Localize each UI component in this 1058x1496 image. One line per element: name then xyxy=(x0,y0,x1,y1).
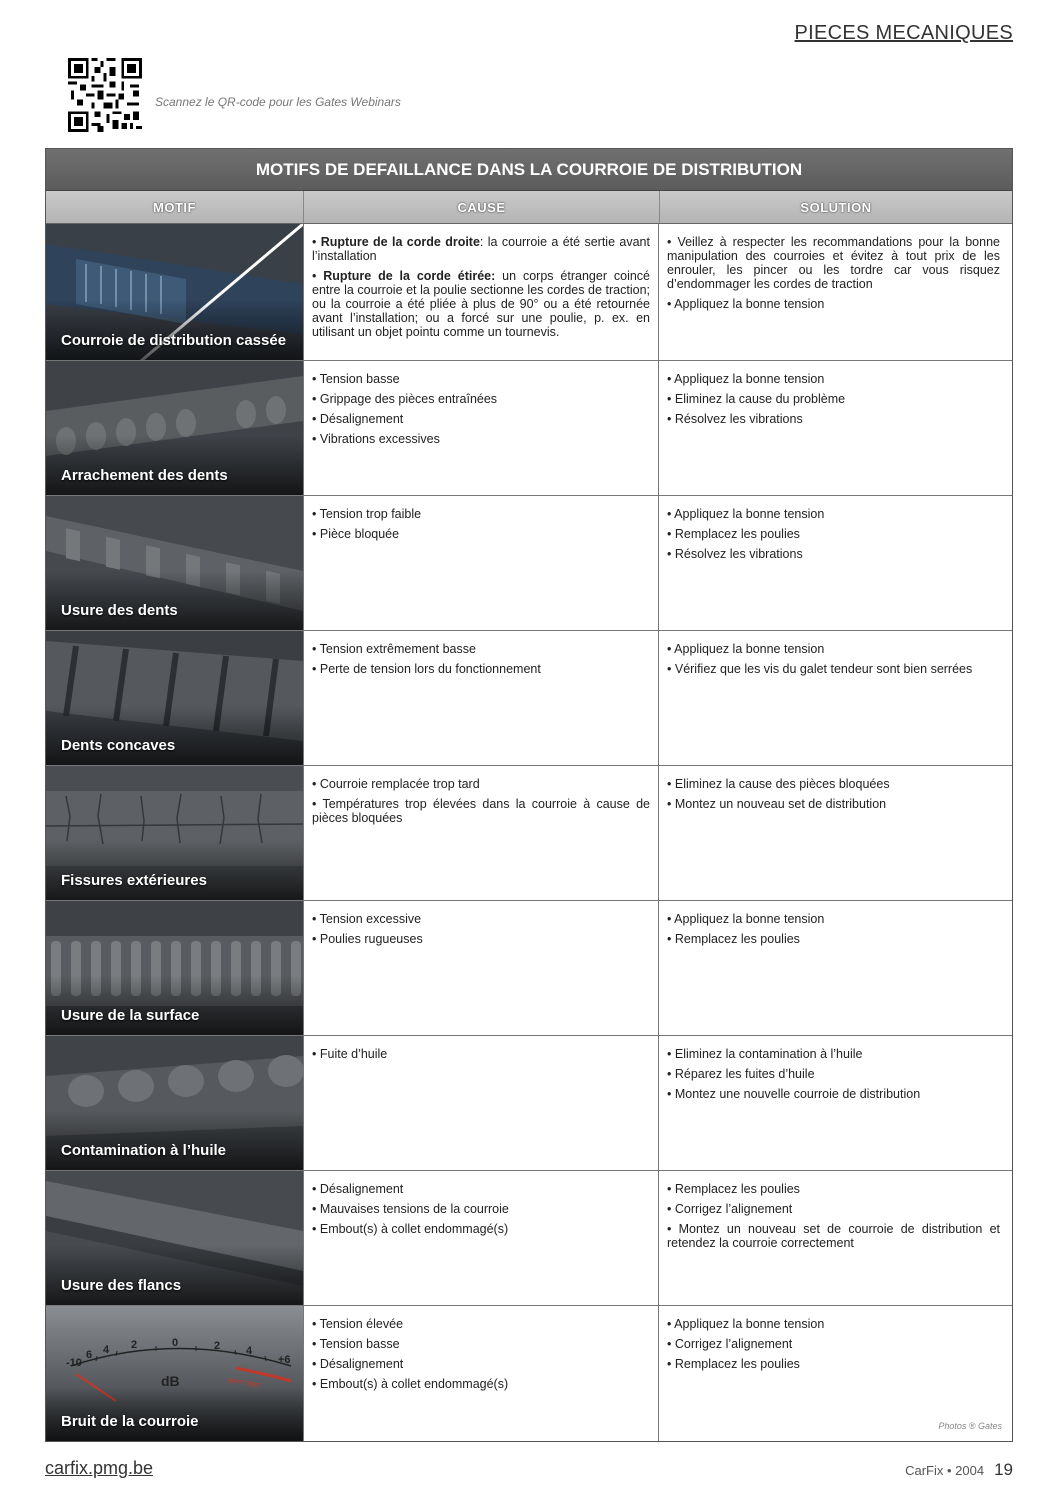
motif-label: Fissures extérieures xyxy=(61,872,207,889)
table-row xyxy=(46,631,1012,766)
cause-item: • Embout(s) à collet endommagé(s) xyxy=(312,1222,509,1236)
cause-item: • Tension élevée xyxy=(312,1317,404,1331)
cause-item: • Rupture de la corde étirée: un corps étranger coincé entre la courroie et la poulie sectionne les cordes de traction; ou la courroie a été pliée à plus de 90° ou a été retournée avant l’installation; ou a forcé sur une poulie, p. ex. en utilisant un objet pointu comme un tournevis. xyxy=(312,269,650,339)
solution-item: • Résolvez les vibrations xyxy=(667,412,803,426)
solution-cell xyxy=(659,1306,1012,1441)
column-header-solution: SOLUTION xyxy=(800,199,872,215)
cause-item: • Désalignement xyxy=(312,1182,404,1196)
solution-item: • Montez un nouveau set de courroie de distribution et retendez la courroie correctement xyxy=(667,1222,1001,1250)
solution-item: • Appliquez la bonne tension xyxy=(667,1317,825,1331)
cause-item: • Grippage des pièces entraînées xyxy=(312,392,498,406)
solution-item: • Appliquez la bonne tension xyxy=(667,372,825,386)
photo-credit: Photos ® Gates xyxy=(938,1421,1002,1431)
motif-label: Bruit de la courroie xyxy=(61,1413,199,1430)
table-row xyxy=(46,361,1012,496)
solution-cell xyxy=(659,1171,1012,1305)
cause-cell xyxy=(304,631,659,765)
table-row xyxy=(46,1306,1012,1441)
cause-cell xyxy=(304,1306,659,1441)
table-title: MOTIFS DE DEFAILLANCE DANS LA COURROIE DE DISTRIBUTION xyxy=(46,149,1012,191)
belt-photo-teeth-torn xyxy=(46,361,304,495)
column-header-motif: MOTIF xyxy=(46,191,304,223)
page-number: 19 xyxy=(994,1460,1013,1479)
cause-item: • Tension basse xyxy=(312,1337,400,1351)
solution-item: • Appliquez la bonne tension xyxy=(667,507,825,521)
solution-item: • Remplacez les poulies xyxy=(667,527,800,541)
solution-item: • Montez une nouvelle courroie de distribution xyxy=(667,1087,921,1101)
motif-label: Dents concaves xyxy=(61,737,176,754)
table-row xyxy=(46,1036,1012,1171)
cause-item: • Mauvaises tensions de la courroie xyxy=(312,1202,509,1216)
cause-item: • Tension basse xyxy=(312,372,400,386)
solution-item: • Remplacez les poulies xyxy=(667,1357,800,1371)
table-row xyxy=(46,766,1012,901)
solution-item: • Appliquez la bonne tension xyxy=(667,297,825,311)
qr-code-icon xyxy=(68,58,142,132)
cause-item: • Tension extrêmement basse xyxy=(312,642,476,656)
solution-item: • Eliminez la cause du problème xyxy=(667,392,846,406)
cause-cell xyxy=(304,1171,659,1305)
cause-item: • Fuite d’huile xyxy=(312,1047,388,1061)
cause-item: • Pièce bloquée xyxy=(312,527,400,541)
solution-item: • Veillez à respecter les recommandations pour la bonne manipulation des courroies et évitez à tout prix de les enrouler, les pincer ou les tordre car vous risquez d’endommager les cordes de traction xyxy=(667,235,1000,291)
solution-item: • Vérifiez que les vis du galet tendeur sont bien serrées xyxy=(667,662,973,676)
solution-item: • Eliminez la cause des pièces bloquées xyxy=(667,777,890,791)
solution-item: • Corrigez l’alignement xyxy=(667,1202,793,1216)
cause-item: • Tension trop faible xyxy=(312,507,422,521)
failure-table xyxy=(45,148,1013,1442)
solution-item: • Remplacez les poulies xyxy=(667,932,800,946)
solution-cell xyxy=(659,361,1012,495)
table-row xyxy=(46,901,1012,1036)
solution-item: • Montez un nouveau set de distribution xyxy=(667,797,887,811)
solution-cell xyxy=(659,1036,1012,1170)
solution-item: • Corrigez l’alignement xyxy=(667,1337,793,1351)
cause-item: • Désalignement xyxy=(312,1357,404,1371)
belt-photo-concave-teeth xyxy=(46,631,304,765)
motif-label: Contamination à l’huile xyxy=(61,1142,227,1159)
qr-caption: Scannez le QR-code pour les Gates Webinars xyxy=(155,95,401,109)
solution-item: • Appliquez la bonne tension xyxy=(667,912,825,926)
cause-item: • Températures trop élevées dans la courroie à cause de pièces bloquées xyxy=(312,797,651,825)
website-link[interactable]: carfix.pmg.be xyxy=(45,1458,154,1478)
cause-cell xyxy=(304,1036,659,1170)
cause-cell xyxy=(304,901,659,1035)
solution-item: • Remplacez les poulies xyxy=(667,1182,800,1196)
section-title: PIECES MECANIQUES xyxy=(794,22,1013,44)
motif-label: Usure des flancs xyxy=(61,1277,182,1294)
belt-photo-surface-wear xyxy=(46,901,304,1035)
cause-item: • Poulies rugueuses xyxy=(312,932,423,946)
cause-item: • Rupture de la corde droite: la courroie a été sertie avant l’installation xyxy=(312,235,650,263)
cause-item: • Embout(s) à collet endommagé(s) xyxy=(312,1377,509,1391)
solution-cell xyxy=(659,766,1012,900)
cause-item: • Courroie remplacée trop tard xyxy=(312,777,480,791)
belt-photo-flank-wear xyxy=(46,1171,304,1305)
motif-label: Usure de la surface xyxy=(61,1007,200,1024)
motif-label: Courroie de distribution cassée xyxy=(61,332,287,349)
cause-item: • Désalignement xyxy=(312,412,404,426)
solution-cell xyxy=(659,496,1012,630)
motif-label: Usure des dents xyxy=(61,602,178,619)
solution-item: • Réparez les fuites d’huile xyxy=(667,1067,815,1081)
cause-cell xyxy=(304,361,659,495)
table-row xyxy=(46,1171,1012,1306)
column-headers xyxy=(46,191,1012,224)
solution-item: • Résolvez les vibrations xyxy=(667,547,803,561)
cause-cell xyxy=(304,766,659,900)
cause-cell xyxy=(304,224,659,360)
belt-photo-noise-gauge xyxy=(46,1306,304,1441)
cause-item: • Tension excessive xyxy=(312,912,422,926)
footer-info xyxy=(905,1460,1013,1480)
table-row xyxy=(46,224,1012,361)
cause-item: • Vibrations excessives xyxy=(312,432,440,446)
solution-item: • Appliquez la bonne tension xyxy=(667,642,825,656)
belt-photo-oil-contamination xyxy=(46,1036,304,1170)
belt-photo-cracks xyxy=(46,766,304,900)
solution-cell xyxy=(659,631,1012,765)
belt-photo-teeth-wear xyxy=(46,496,304,630)
cause-item: • Perte de tension lors du fonctionnement xyxy=(312,662,541,676)
cause-cell xyxy=(304,496,659,630)
solution-cell xyxy=(659,224,1012,360)
publication-label: CarFix • 2004 xyxy=(905,1463,985,1478)
column-header-cause: CAUSE xyxy=(304,191,660,223)
table-row xyxy=(46,496,1012,631)
solution-cell xyxy=(659,901,1012,1035)
motif-label: Arrachement des dents xyxy=(61,467,228,484)
belt-photo-broken xyxy=(46,224,304,360)
solution-item: • Eliminez la contamination à l’huile xyxy=(667,1047,863,1061)
